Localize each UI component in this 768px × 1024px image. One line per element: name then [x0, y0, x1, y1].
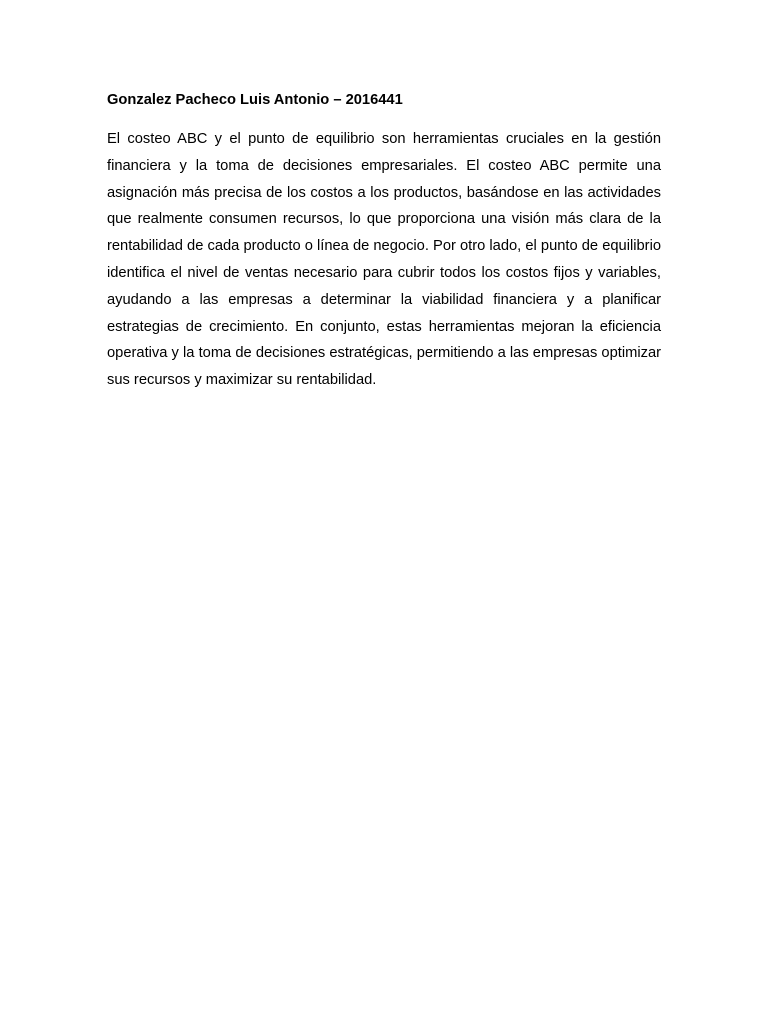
- document-content: [107, 90, 661, 394]
- author-line: Gonzalez Pacheco Luis Antonio – 2016441: [107, 92, 403, 108]
- body-paragraph: El costeo ABC y el punto de equilibrio son herramientas cruciales en la gestión financiera y la toma de decisiones empresariales. El costeo ABC permite una asignación más precisa de los costos a los productos, basándose en las actividades que realmente consumen recursos, lo que proporciona una visión más clara de la rentabilidad de cada producto o línea de negocio. Por otro lado, el punto de equilibrio identifica el nivel de ventas necesario para cubrir todos los costos fijos y variables, ayudando a las empresas a determinar la viabilidad financiera y a planificar estrategias de crecimiento. En conjunto, estas herramientas mejoran la eficiencia operativa y la toma de decisiones estratégicas, permitiendo a las empresas optimizar sus recursos y maximizar su rentabilidad.: [107, 131, 661, 389]
